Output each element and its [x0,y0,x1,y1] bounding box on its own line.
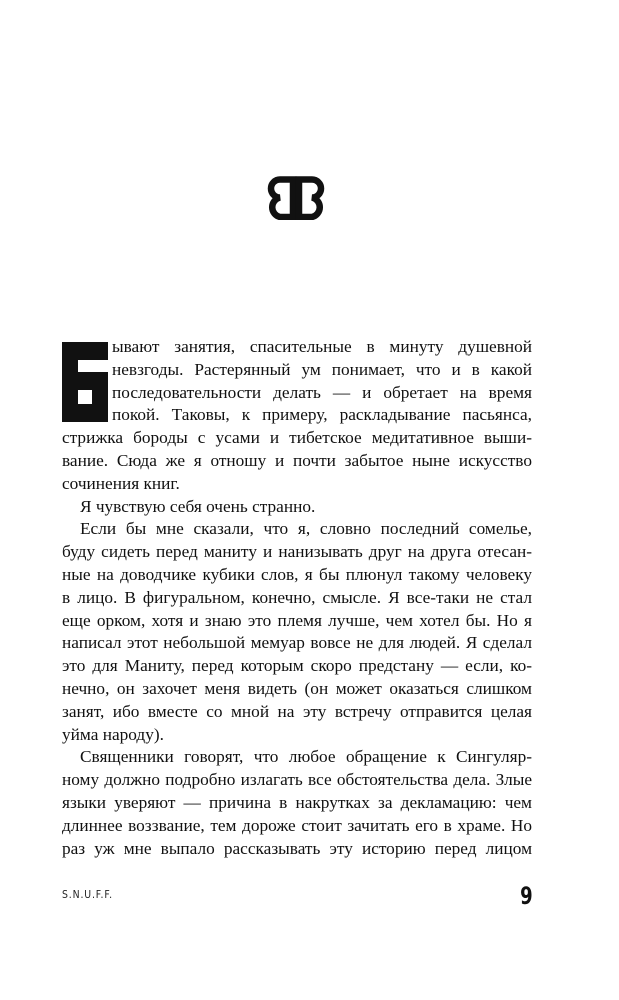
text-line: невзгоды. Растерянный ум понимает, что и в какой [112,359,532,379]
text-line: покой. Таковы, к примеру, раскладывание пасьянса, [112,405,532,425]
text-line: Я чувствую себя очень странно. [80,496,316,516]
text-line: уйма народу). [62,724,164,744]
text-line: еще орком, хотя и знаю это племя лучше, чем хотел бы. Но я [62,610,532,630]
text-line: занят, ибо вместе со мной на эту встречу отправится целая [62,701,532,721]
text-line: раз уж мне выпало рассказывать эту историю перед лицом [62,838,532,858]
text-line: ные на доводчике кубики слов, я бы плюнул такому человеку [62,564,532,584]
text-line: стрижка бороды с усами и тибетское медитативное выши- [62,428,532,448]
text-line: нечно, он захочет меня видеть (он может оказаться слишком [62,678,532,698]
text-line: Священники говорят, что любое обращение к Сингуляр- [80,747,532,767]
text-line: сочинения книг. [62,473,180,493]
text-line: в лицо. В фигуральном, конечно, смысле. Я все-таки не стал [62,587,532,607]
text-line: последовательности делать — и обретает на время [112,382,532,402]
text-line: длиннее воззвание, тем дороже стоит зачитать его в храме. Но [62,815,532,835]
text-line: ному должно подробно излагать все обстоятельства дела. Злые [62,770,532,790]
bb-monogram-logo [266,176,326,220]
page-number: 9 [520,882,533,910]
text-line: вание. Сюда же я отношу и почти забытое ныне искусство [62,450,532,470]
text-line: это для Маниту, перед которым скоро предстану — если, ко- [62,656,532,676]
text-line: ывают занятия, спасительные в минуту душевной [112,337,532,356]
text-line: написал этот небольшой мемуар вовсе не для людей. Я сделал [62,633,532,653]
text-line: буду сидеть перед манитy и нанизывать друг на друга отесан- [62,542,532,562]
text-line: Если бы мне сказали, что я, словно последний сомелье, [80,519,532,539]
running-footer-title: S.N.U.F.F. [62,888,113,901]
body-text [62,336,532,860]
text-line: языки уверяют — причина в накрутках за декламацию: чем [62,792,532,812]
